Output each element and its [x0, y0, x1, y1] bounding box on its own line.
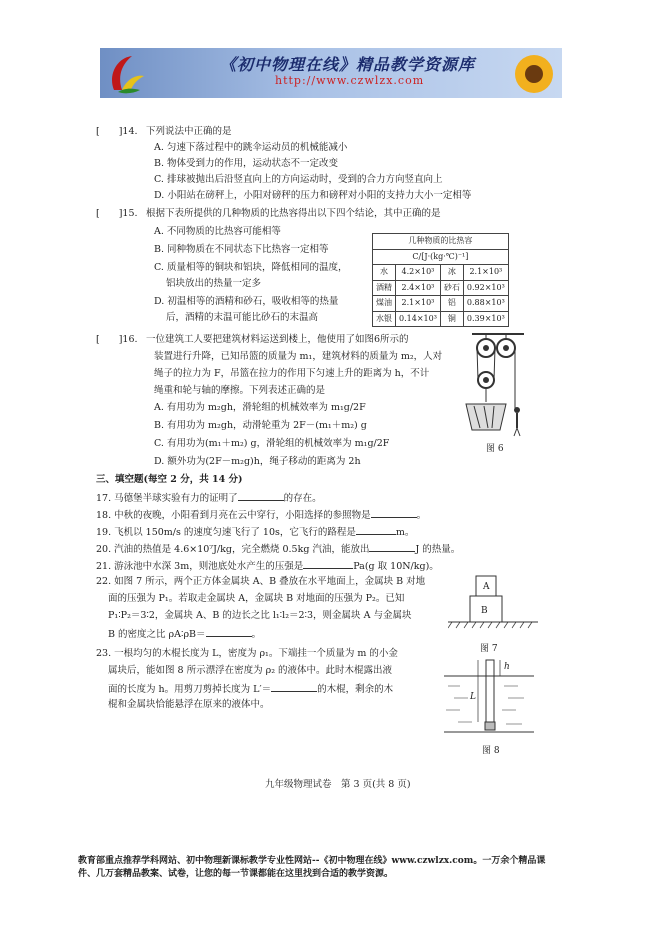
- q18: [96, 507, 426, 524]
- q23-line-4: 棍和金属块恰能悬浮在原来的液体中。: [108, 699, 270, 710]
- q18-text-end: 。: [416, 510, 427, 521]
- q21-text: 21. 游泳池中水深 3m，则池底处水产生的压强是: [96, 561, 304, 572]
- footer-line-2: 件、几万套精品教案、试卷，让您的每一节课都能在这里找到合适的教学资源。: [78, 869, 394, 879]
- block-a-label: A: [483, 582, 490, 592]
- q14-option-b: B. 物体受到力的作用，运动状态不一定改变: [154, 158, 339, 169]
- table-cell: 砂石: [440, 280, 463, 296]
- q18-answer-blank[interactable]: [371, 507, 417, 518]
- block-b-label: B: [481, 606, 488, 616]
- q20-text-end: J 的热量。: [415, 544, 461, 555]
- q20-answer-blank[interactable]: [369, 541, 415, 552]
- q16-line-1: 一位建筑工人要把建筑材料运送到楼上，他使用了如图6所示的: [146, 334, 409, 345]
- q22-line-4: [108, 626, 261, 643]
- q23-line-2: 属块后，能如图 8 所示漂浮在密度为 ρ₂ 的液体中。此时木棍露出液: [108, 665, 393, 676]
- table-cell: 水: [373, 265, 396, 281]
- q16-number: [ ]16.: [96, 334, 138, 345]
- q15-stem: 根据下表所提供的几种物质的比热容得出以下四个结论，其中正确的是: [146, 208, 441, 219]
- table-cell: 冰: [440, 265, 463, 281]
- q16-option-b: B. 有用功为 m₂gh，动滑轮重为 2F－(m₁＋m₂) g: [154, 420, 367, 431]
- specific-heat-table: [372, 233, 509, 327]
- q15-option-c: C. 质量相等的铜块和铝块，降低相同的温度，: [154, 262, 348, 273]
- q15-option-a: A. 不同物质的比热容可能相等: [154, 226, 281, 237]
- q17-answer-blank[interactable]: [238, 490, 284, 501]
- q17-text: 17. 马德堡半球实验有力的证明了: [96, 493, 238, 504]
- q15-option-d-cont: 后，酒精的末温可能比砂石的末温高: [166, 312, 319, 323]
- q15-option-b: B. 同种物质在不同状态下比热容一定相等: [154, 244, 329, 255]
- q14-stem: 下列说法中正确的是: [146, 126, 232, 137]
- table-cell: 2.1×10³: [463, 265, 508, 281]
- q15-option-d: D. 初温相等的酒精和砂石，吸收相等的热量: [154, 296, 339, 307]
- figure-8-caption: 图 8: [482, 746, 500, 756]
- table-cell: 2.1×10³: [396, 296, 441, 312]
- table-cell: 2.4×10³: [396, 280, 441, 296]
- q23-line-1: 23. 一根均匀的木棍长度为 L，密度为 ρ₁。下端挂一个质量为 m 的小金: [96, 648, 398, 659]
- table-cell: 铝: [440, 296, 463, 312]
- q19-text-end: m。: [395, 527, 415, 538]
- q23-line-3: [108, 681, 393, 698]
- q22-text-end: 。: [251, 629, 262, 640]
- q16-line-2: 装置进行升降，已知吊篮的质量为 m₁，建筑材料的质量为 m₂，人对: [154, 351, 443, 362]
- q17: [96, 490, 322, 507]
- label-h: h: [504, 662, 510, 672]
- q21: [96, 558, 439, 575]
- q16-line-3: 绳子的拉力为 F，吊篮在拉力的作用下匀速上升的距离为 h，不计: [154, 368, 430, 379]
- q22-text: B 的密度之比 ρA∶ρB＝: [108, 629, 206, 640]
- q22-line-3: P₁∶P₂＝3∶2，金属块 A、B 的边长之比 l₁∶l₂＝2∶3，则金属块 A 与金属块: [108, 610, 412, 621]
- figure-7-caption: 图 7: [480, 644, 498, 654]
- q21-text-end: Pa(g 取 10N/kg)。: [353, 561, 439, 572]
- q19-text: 19. 飞机以 150m/s 的速度匀速飞行了 10s，它飞行的路程是: [96, 527, 356, 538]
- table-cell: 0.88×10³: [463, 296, 508, 312]
- q23-answer-blank[interactable]: [271, 681, 317, 692]
- q20: [96, 541, 460, 558]
- pulley-figure: [462, 330, 532, 440]
- q14-option-a: A. 匀速下落过程中的跳伞运动员的机械能减小: [154, 142, 348, 153]
- q19: [96, 524, 414, 541]
- q14-option-d: D. 小阳站在磅秤上，小阳对磅秤的压力和磅秤对小阳的支持力大小一定相等: [154, 190, 472, 201]
- q20-text: 20. 汽油的热值是 4.6×10⁷J/kg，完全燃烧 0.5kg 汽油，能放出: [96, 544, 370, 555]
- q21-answer-blank[interactable]: [303, 558, 353, 569]
- table-row: [373, 296, 509, 312]
- page-number: 九年级物理试卷 第 3 页(共 8 页): [265, 779, 411, 790]
- blocks-figure: [448, 574, 538, 634]
- footer-notice: [78, 855, 598, 881]
- footer-line-1: 教育部重点推荐学科网站、初中物理新课标教学专业性网站--《初中物理在线》www.czwlzx.com。一万余个精品课: [78, 856, 546, 866]
- table-row: [373, 311, 509, 327]
- table-cell: 0.14×10³: [396, 311, 441, 327]
- table-cell: 0.39×10³: [463, 311, 508, 327]
- table-cell: 水银: [373, 311, 396, 327]
- q17-text-end: 的存在。: [283, 493, 322, 504]
- q15-number: [ ]15.: [96, 208, 138, 219]
- q15-option-c-cont: 铝块放出的热量一定多: [166, 278, 262, 289]
- q16-line-4: 绳重和轮与轴的摩擦。下列表述正确的是: [154, 385, 326, 396]
- q18-text: 18. 中秋的夜晚，小阳看到月亮在云中穿行，小阳选择的参照物是: [96, 510, 371, 521]
- floating-rod-figure: [444, 658, 534, 738]
- q23-text: 面的长度为 h。用剪刀剪掉长度为 L′＝: [108, 684, 272, 695]
- label-L: L: [470, 692, 476, 702]
- table-row: [373, 265, 509, 281]
- table-cell: 铜: [440, 311, 463, 327]
- table-cell: 0.92×10³: [463, 280, 508, 296]
- banner-url: http://www.czwlzx.com: [275, 74, 425, 87]
- q19-answer-blank[interactable]: [356, 524, 396, 535]
- table-unit: C/[J·(kg·℃)⁻¹]: [373, 249, 509, 265]
- q22-answer-blank[interactable]: [206, 626, 252, 637]
- table-cell: 煤油: [373, 296, 396, 312]
- banner-title: 《初中物理在线》精品教学资源库: [220, 55, 476, 74]
- q22-line-2: 面的压强为 P₁。若取走金属块 A，金属块 B 对地面的压强为 P₂。已知: [108, 593, 405, 604]
- table-cell: 酒精: [373, 280, 396, 296]
- table-row: [373, 280, 509, 296]
- q16-option-a: A. 有用功为 m₂gh，滑轮组的机械效率为 m₁g/2F: [154, 402, 366, 413]
- q16-option-c: C. 有用功为(m₁＋m₂) g，滑轮组的机械效率为 m₁g/2F: [154, 438, 390, 449]
- table-cell: 4.2×10³: [396, 265, 441, 281]
- q16-option-d: D. 额外功为(2F－m₂g)h，绳子移动的距离为 2h: [154, 456, 361, 467]
- section-3-heading: 三、填空题(每空 2 分，共 14 分): [96, 474, 243, 485]
- table-title: 几种物质的比热容: [373, 234, 509, 250]
- q14-number: [ ]14.: [96, 126, 138, 137]
- q14-option-c: C. 排球被抛出后沿竖直向上的方向运动时，受到的合力方向竖直向上: [154, 174, 443, 185]
- q22-line-1: 22. 如图 7 所示，两个正方体金属块 A、B 叠放在水平地面上，金属块 B 对地: [96, 576, 426, 587]
- q23-text-end: 的木棍，剩余的木: [317, 684, 394, 695]
- figure-6-caption: 图 6: [486, 444, 504, 454]
